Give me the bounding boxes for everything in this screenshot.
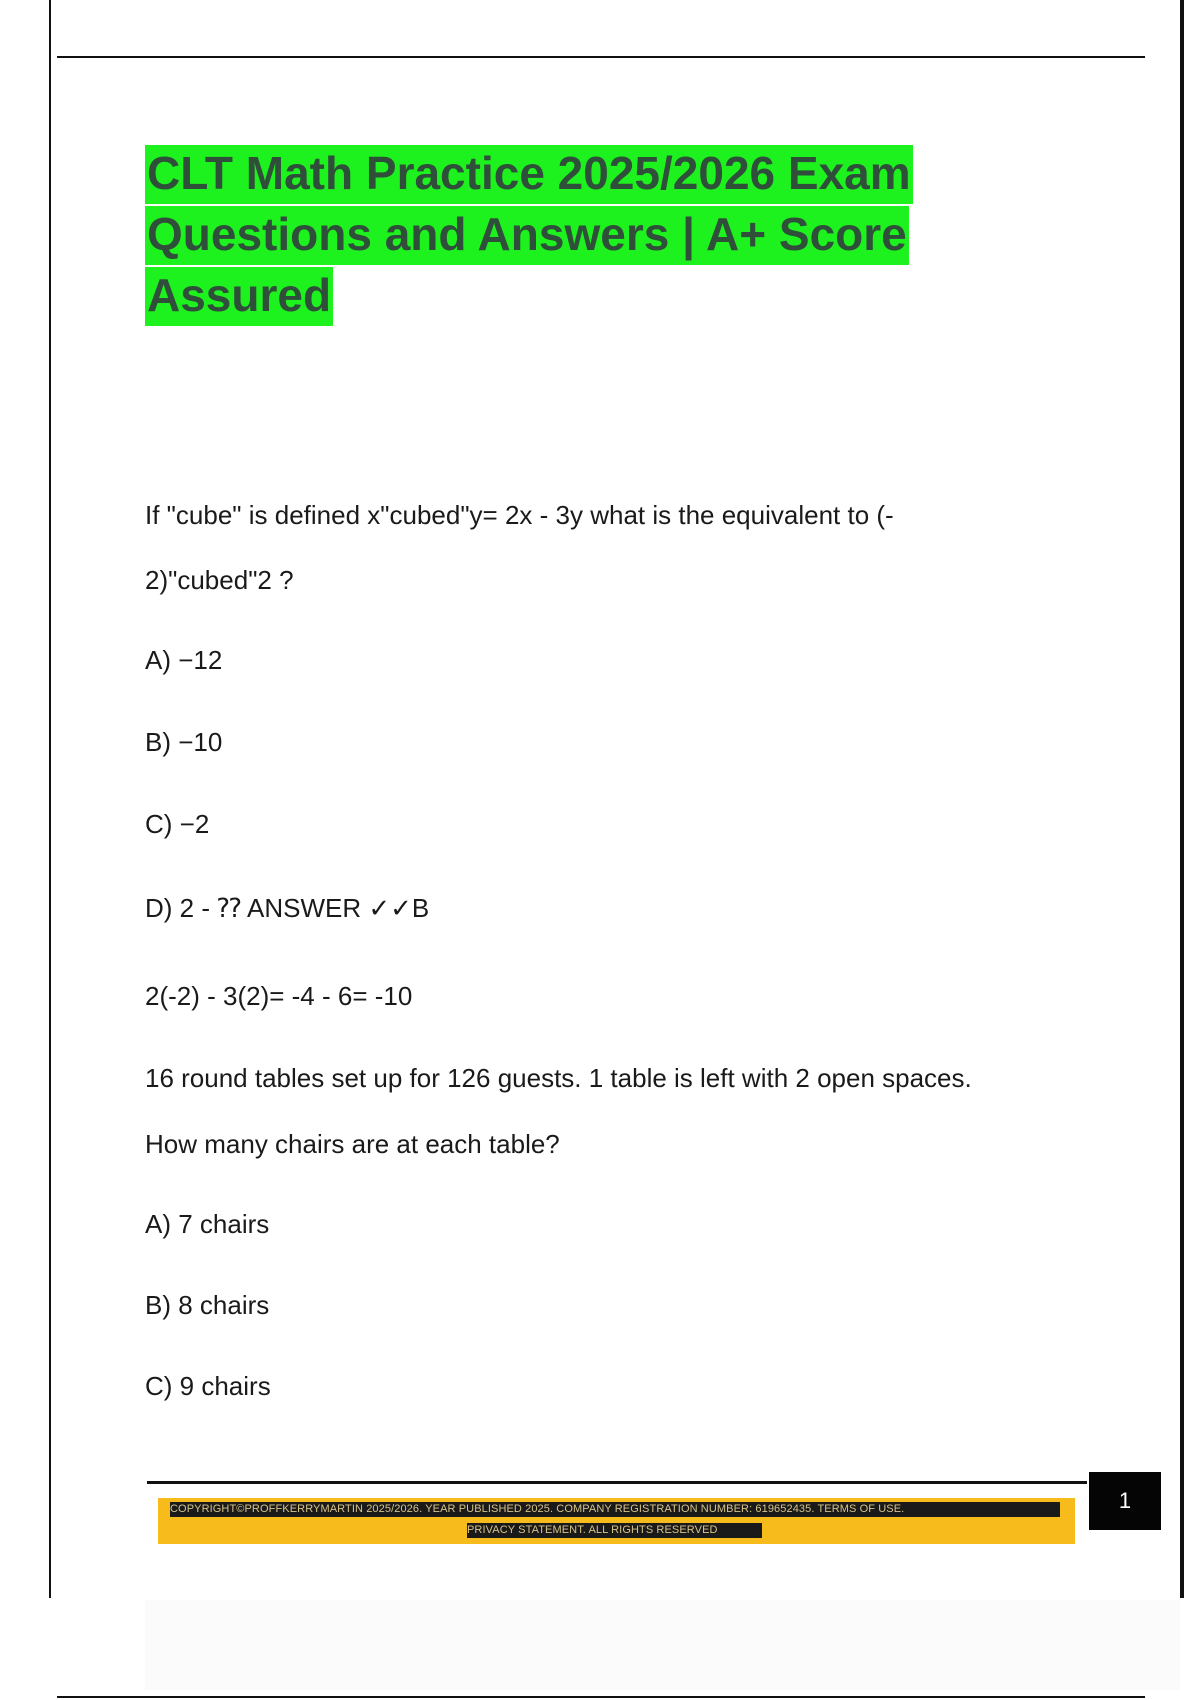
question-1-text-line-1: If "cube" is defined x"cubed"y= 2x - 3y what is the equivalent to (- xyxy=(145,500,894,530)
footer-copyright-text: COPYRIGHT©PROFFKERRYMARTIN 2025/2026. YEAR PUBLISHED 2025. COMPANY REGISTRATION NUMBER: 619652435. TERMS OF USE. xyxy=(170,1502,1060,1517)
title-line-3: Assured xyxy=(145,267,333,326)
title-line-2: Questions and Answers | A+ Score xyxy=(145,206,909,265)
title-line-1: CLT Math Practice 2025/2026 Exam xyxy=(145,145,913,204)
footer-rights-text: PRIVACY STATEMENT. ALL RIGHTS RESERVED xyxy=(467,1523,762,1538)
document-title xyxy=(145,145,965,328)
page-right-border xyxy=(1180,0,1184,1598)
bottom-rule xyxy=(57,1696,1145,1698)
question-1-option-a: A) −12 xyxy=(145,645,223,675)
question-2-option-a: A) 7 chairs xyxy=(145,1209,270,1239)
question-1-option-c: C) −2 xyxy=(145,809,210,839)
footer-rule xyxy=(147,1481,1087,1484)
question-1-solution: 2(-2) - 3(2)= -4 - 6= -10 xyxy=(145,981,413,1011)
question-2-option-b: B) 8 chairs xyxy=(145,1290,270,1320)
question-1-option-b: B) −10 xyxy=(145,727,223,757)
question-2-text-line-2: How many chairs are at each table? xyxy=(145,1129,560,1159)
question-2-text-line-1: 16 round tables set up for 126 guests. 1 table is left with 2 open spaces. xyxy=(145,1063,972,1093)
question-1-option-d-answer: D) 2 - ⁇ ANSWER ✓✓B xyxy=(145,893,430,923)
question-2-option-c: C) 9 chairs xyxy=(145,1371,271,1401)
next-page-edge xyxy=(145,1600,1180,1690)
top-rule xyxy=(57,56,1145,58)
page-left-border xyxy=(49,0,51,1598)
question-1-text-line-2: 2)"cubed"2 ? xyxy=(145,565,294,595)
page-number: 1 xyxy=(1089,1472,1161,1530)
